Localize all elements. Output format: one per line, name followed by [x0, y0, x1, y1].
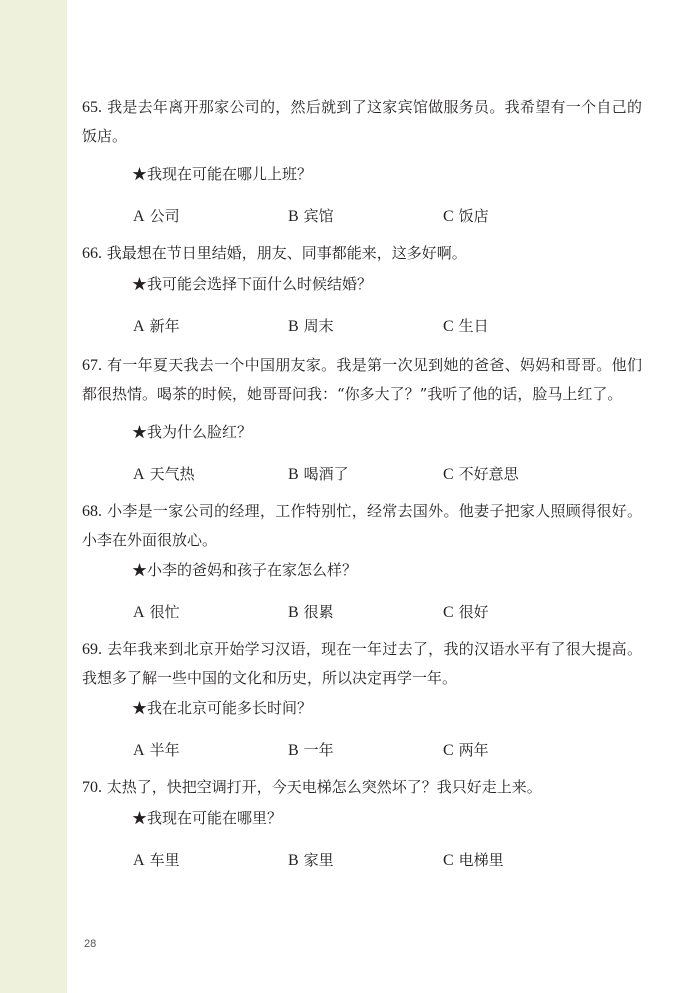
- option-c: C 生日: [443, 317, 489, 335]
- question-65: [82, 93, 642, 231]
- question-number: 69.: [82, 641, 102, 658]
- question-prompt: ★我可能会选择下面什么时候结婚？: [132, 275, 373, 293]
- question-prompt: ★我现在可能在哪儿上班？: [132, 165, 313, 183]
- page-number: 28: [84, 938, 97, 950]
- option-b: B 周末: [288, 317, 334, 335]
- option-a: A 车里: [133, 851, 180, 869]
- question-stem: [82, 93, 642, 150]
- question-stem: [82, 239, 642, 268]
- option-a: A 很忙: [133, 603, 180, 621]
- option-a: A 半年: [133, 741, 180, 759]
- option-c: C 电梯里: [443, 851, 504, 869]
- page-margin-strip: [0, 0, 67, 993]
- question-text: 有一年夏天我去一个中国朋友家。我是第一次见到她的爸爸、妈妈和哥哥。他们都很热情。喝茶的时候，她哥哥问我：“你多大了？”我听了他的话，脸马上红了。: [82, 356, 642, 403]
- answer-options: [82, 736, 642, 765]
- question-prompt: ★我在北京可能多长时间？: [132, 699, 313, 717]
- option-c: C 很好: [443, 603, 489, 621]
- option-c: C 不好意思: [443, 465, 519, 483]
- option-c: C 饭店: [443, 207, 489, 225]
- question-68: [82, 497, 642, 627]
- question-66: [82, 239, 642, 341]
- question-stem: [82, 351, 642, 408]
- answer-options: [82, 460, 642, 489]
- option-b: B 喝酒了: [288, 465, 349, 483]
- question-text: 小李是一家公司的经理，工作特别忙，经常去国外。他妻子把家人照顾得很好。小李在外面很放心。: [82, 502, 642, 549]
- option-c: C 两年: [443, 741, 489, 759]
- question-stem: [82, 497, 642, 554]
- option-b: B 家里: [288, 851, 334, 869]
- option-a: A 天气热: [133, 465, 195, 483]
- question-number: 70.: [82, 779, 102, 796]
- question-number: 66.: [82, 245, 102, 262]
- question-stem: [82, 773, 642, 802]
- question-prompt: ★小李的爸妈和孩子在家怎么样？: [132, 561, 358, 579]
- question-number: 68.: [82, 503, 102, 520]
- question-prompt: ★我为什么脸红？: [132, 423, 253, 441]
- question-text: 我最想在节日里结婚，朋友、同事都能来，这多好啊。: [106, 244, 467, 262]
- option-b: B 很累: [288, 603, 334, 621]
- answer-options: [82, 312, 642, 341]
- question-number: 67.: [82, 357, 102, 374]
- question-text: 太热了，快把空调打开，今天电梯怎么突然坏了？我只好走上来。: [106, 778, 542, 796]
- option-a: A 新年: [133, 317, 180, 335]
- answer-options: [82, 846, 642, 875]
- answer-options: [82, 598, 642, 627]
- question-list: [82, 93, 642, 875]
- question-text: 我是去年离开那家公司的，然后就到了这家宾馆做服务员。我希望有一个自己的饭店。: [82, 98, 642, 145]
- option-b: B 宾馆: [288, 207, 334, 225]
- option-b: B 一年: [288, 741, 334, 759]
- option-a: A 公司: [133, 207, 180, 225]
- question-number: 65.: [82, 99, 102, 116]
- question-67: [82, 351, 642, 489]
- question-prompt: ★我现在可能在哪里？: [132, 809, 283, 827]
- question-70: [82, 773, 642, 875]
- answer-options: [82, 202, 642, 231]
- question-69: [82, 635, 642, 765]
- question-text: 去年我来到北京开始学习汉语，现在一年过去了，我的汉语水平有了很大提高。我想多了解一些中国的文化和历史，所以决定再学一年。: [82, 640, 642, 687]
- question-stem: [82, 635, 642, 692]
